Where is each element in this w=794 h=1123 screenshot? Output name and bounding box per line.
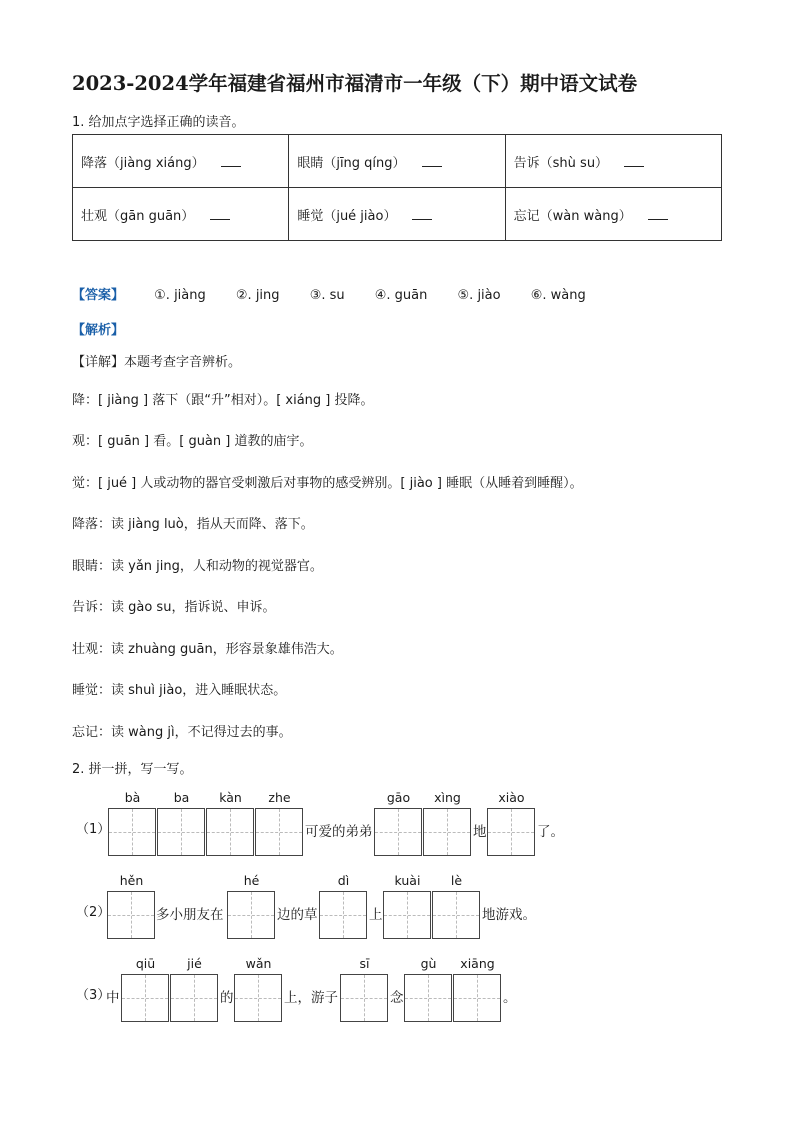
analysis-line: 告诉：读 gào su，指诉说、申诉。 <box>72 600 276 615</box>
writing-box[interactable] <box>107 891 155 939</box>
analysis-line: 观：[ guān ] 看。[ guàn ] 道教的庙宇。 <box>72 434 313 449</box>
pinyin-label: hé <box>243 873 260 888</box>
table-cell: 忘记（wàn wàng） <box>505 188 721 241</box>
writing-box[interactable] <box>374 808 422 856</box>
pinyin-label: gāo <box>386 790 411 805</box>
answer-blank[interactable] <box>648 209 668 220</box>
pinyin-label: ba <box>173 790 190 805</box>
pinyin-label: kuài <box>394 873 421 888</box>
pinyin-label: xiāng <box>460 956 495 971</box>
answer-item: ①. jiàng <box>154 288 206 303</box>
answer-item: ④. guān <box>374 288 428 303</box>
row-number: （2） <box>76 905 111 920</box>
pinyin-label: kàn <box>219 790 242 805</box>
analysis-line: 觉：[ jué ] 人或动物的器官受刺激后对事物的感受辨别。[ jiào ] 睡眠（从睡着到睡醒）。 <box>72 476 583 491</box>
table-cell: 告诉（shù su） <box>505 135 721 188</box>
writing-box[interactable] <box>423 808 471 856</box>
pinyin-label: xiào <box>498 790 525 805</box>
analysis-line: 降：[ jiàng ] 落下（跟“升”相对）。[ xiáng ] 投降。 <box>72 393 374 408</box>
pinyin-label: dì <box>337 873 350 888</box>
writing-box[interactable] <box>340 974 388 1022</box>
pinyin-label: jié <box>187 956 202 971</box>
pronunciation-table <box>72 134 722 241</box>
answer-section <box>72 284 586 303</box>
question-1-prompt: 1. 给加点字选择正确的读音。 <box>72 115 245 130</box>
writing-box[interactable] <box>108 808 156 856</box>
table-row <box>73 135 722 188</box>
table-cell: 眼睛（jīng qíng） <box>289 135 505 188</box>
table-row <box>73 188 722 241</box>
table-cell: 睡觉（jué jiào） <box>289 188 505 241</box>
writing-box[interactable] <box>319 891 367 939</box>
sentence-text: 的 <box>220 990 234 1006</box>
analysis-line: 眼睛：读 yǎn jing，人和动物的视觉器官。 <box>72 559 323 574</box>
row-number: （3） <box>76 988 111 1003</box>
sentence-text: 上 <box>369 907 383 923</box>
pinyin-label: wǎn <box>245 956 272 971</box>
writing-box[interactable] <box>383 891 431 939</box>
pinyin-label: sī <box>359 956 370 971</box>
analysis-line: 壮观：读 zhuàng guān，形容景象雄伟浩大。 <box>72 642 343 657</box>
pinyin-label: xìng <box>434 790 461 805</box>
writing-box[interactable] <box>432 891 480 939</box>
writing-box[interactable] <box>404 974 452 1022</box>
writing-box[interactable] <box>255 808 303 856</box>
sentence-text: 。 <box>503 990 517 1006</box>
sentence-text: 边的草 <box>277 907 318 923</box>
writing-box[interactable] <box>170 974 218 1022</box>
writing-box[interactable] <box>487 808 535 856</box>
exercise-row-2 <box>72 873 732 963</box>
exercise-row-3 <box>72 956 732 1046</box>
sentence-text: 了。 <box>537 824 564 840</box>
answer-item: ③. su <box>309 288 345 303</box>
pinyin-label: hěn <box>119 873 144 888</box>
answer-blank[interactable] <box>422 156 442 167</box>
answer-blank[interactable] <box>210 209 230 220</box>
row-number: （1） <box>76 822 111 837</box>
sentence-text: 可爱的弟弟 <box>305 824 373 840</box>
writing-box[interactable] <box>121 974 169 1022</box>
writing-box[interactable] <box>453 974 501 1022</box>
table-cell: 降落（jiàng xiáng） <box>73 135 289 188</box>
answer-blank[interactable] <box>624 156 644 167</box>
table-cell: 壮观（gān guān） <box>73 188 289 241</box>
pinyin-label: bà <box>124 790 141 805</box>
pinyin-label: lè <box>450 873 463 888</box>
analysis-line: 降落：读 jiàng luò，指从天而降、落下。 <box>72 517 314 532</box>
analysis-line: 睡觉：读 shuì jiào，进入睡眠状态。 <box>72 683 287 698</box>
sentence-text: 念 <box>390 990 404 1006</box>
answer-label: 【答案】 <box>72 288 125 303</box>
answer-item: ⑥. wàng <box>530 288 586 303</box>
writing-box[interactable] <box>206 808 254 856</box>
answer-blank[interactable] <box>412 209 432 220</box>
page-title: 2023-2024学年福建省福州市福清市一年级（下）期中语文试卷 <box>72 72 638 95</box>
sentence-text: 地游戏。 <box>482 907 536 923</box>
question-2-prompt: 2. 拼一拼，写一写。 <box>72 762 193 777</box>
sentence-text: 上，游子 <box>284 990 338 1006</box>
writing-box[interactable] <box>234 974 282 1022</box>
writing-box[interactable] <box>227 891 275 939</box>
analysis-line: 忘记：读 wàng jì，不记得过去的事。 <box>72 725 292 740</box>
answer-blank[interactable] <box>221 156 241 167</box>
sentence-text: 地 <box>473 824 487 840</box>
sentence-text: 多小朋友在 <box>156 907 224 923</box>
pinyin-label: zhe <box>268 790 291 805</box>
pinyin-label: qiū <box>135 956 156 971</box>
exercise-row-1 <box>72 790 732 880</box>
pinyin-label: gù <box>420 956 437 971</box>
sentence-text: 中 <box>106 990 120 1006</box>
answer-item: ⑤. jiào <box>457 288 501 303</box>
writing-box[interactable] <box>157 808 205 856</box>
analysis-line: 【详解】本题考查字音辨析。 <box>72 355 242 370</box>
analysis-label: 【解析】 <box>72 323 125 338</box>
answer-item: ②. jing <box>235 288 280 303</box>
